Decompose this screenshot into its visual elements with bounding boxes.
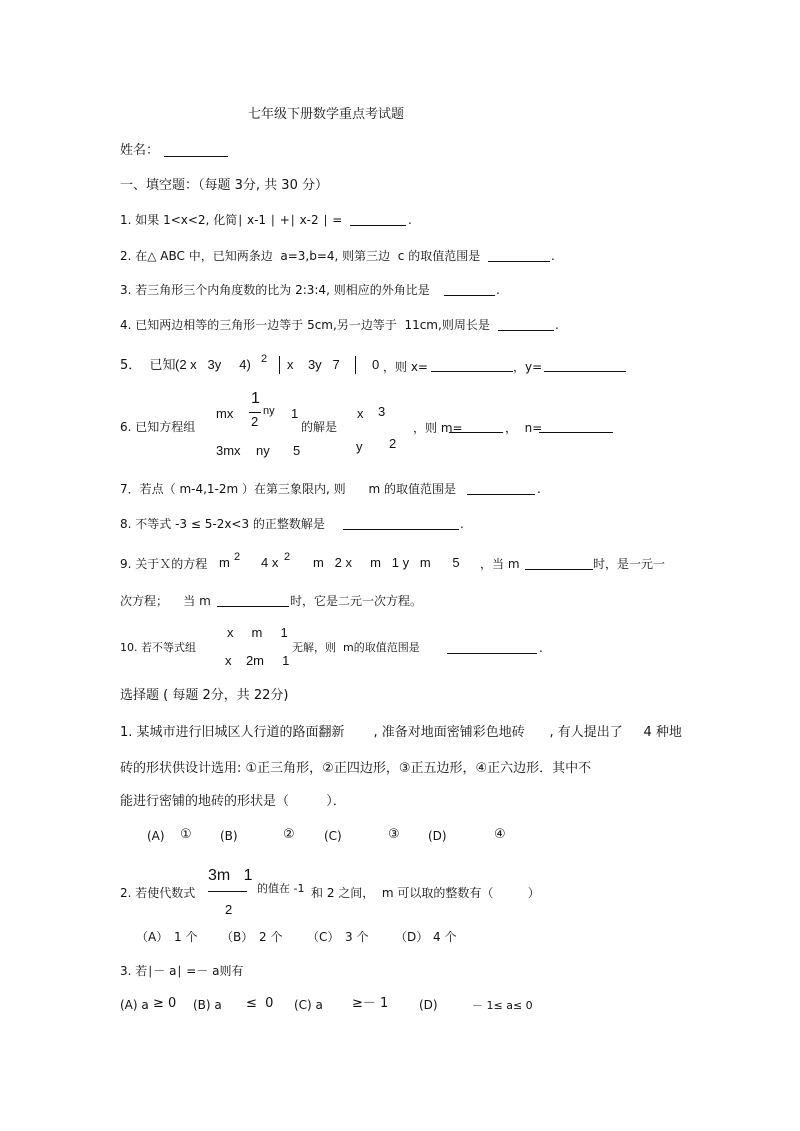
q6-half-bar: [249, 412, 261, 413]
p2-q3-opt-c-label[interactable]: (C) a: [294, 998, 323, 1012]
q6-prefix: 6. 已知方程组: [120, 420, 196, 434]
q5-x-blank[interactable]: [431, 371, 513, 372]
p2-q1-opt-d-label[interactable]: (D): [428, 829, 447, 843]
q4-end: .: [555, 318, 559, 332]
p2-q1-opt-c-value: ③: [388, 827, 400, 842]
q9-4x: 4 x: [261, 555, 279, 570]
p2-q3-opt-b-value: ≤ 0: [246, 996, 274, 1011]
p2-q1-opt-b-value: ②: [283, 827, 295, 842]
q4-blank[interactable]: [498, 330, 554, 331]
name-blank[interactable]: [164, 156, 228, 157]
q9-mid: m 2 x m 1 y m 5: [313, 555, 460, 570]
q10-blank[interactable]: [447, 653, 537, 654]
p2-q1-opt-a-value: ①: [180, 827, 192, 842]
p2-q3-opt-c-value: ≥－ 1: [352, 996, 389, 1011]
q5-abs-left: [279, 356, 280, 374]
p2-q1-line1: 1. 某城市进行旧城区人行道的路面翻新 , 准备对地面密铺彩色地砖 , 有人提出了 4 种地: [120, 725, 682, 740]
q9-sup-b: 2: [284, 551, 291, 563]
p2-q1-line2: 砖的形状供设计选用: ①正三角形，②正四边形，③正五边形，④正六边形．其中不: [120, 761, 592, 776]
q10-mid: 无解，则 m的取值范围是: [292, 641, 420, 654]
q6-half-den: 2: [251, 414, 259, 429]
q9-m: m: [219, 555, 230, 570]
q5-zero: 0: [372, 357, 380, 372]
q1-end: .: [408, 213, 412, 227]
part2-heading: 选择题 ( 每题 2分，共 22分): [120, 688, 289, 703]
p2-q1-line3: 能进行密铺的地砖的形状是（ ）．: [120, 794, 346, 809]
q6-sol-text: 的解是: [301, 420, 338, 434]
q9-prefix: 9. 关于Ｘ的方程: [120, 557, 208, 571]
q6-m-label: ，则 m=: [413, 421, 463, 435]
p2-q3-opt-a-label[interactable]: (A) a: [120, 998, 149, 1012]
q10-top: x m 1: [227, 625, 288, 640]
q9-blank-2[interactable]: [217, 606, 289, 607]
q6-n-blank[interactable]: [539, 432, 613, 433]
q6-one: 1: [291, 406, 299, 421]
q2-end: .: [551, 249, 555, 263]
q6-half-num: 1: [251, 390, 260, 407]
q7-blank[interactable]: [467, 494, 535, 495]
q5-y-blank[interactable]: [544, 371, 626, 372]
q6-ny: ny: [256, 443, 270, 458]
q6-y: y: [356, 439, 363, 454]
q9-line2-b: 时，它是二元一次方程。: [290, 594, 423, 608]
p2-q1-opt-b-label[interactable]: (B): [220, 829, 238, 843]
q2-text: 2. 在△ ABC 中，已知两条边 a=3,b=4, 则第三边 c 的取值范围是: [120, 249, 481, 263]
p2-q2-opt-a-label[interactable]: （A）: [136, 930, 169, 944]
q5-expr1: (2 x 3y 4): [175, 357, 251, 372]
p2-q1-opt-a-label[interactable]: (A): [147, 829, 165, 843]
name-label: 姓名：: [120, 143, 160, 158]
q9-when: ，当 m: [480, 557, 520, 571]
p2-q2-opt-d-value: 4 个: [433, 930, 457, 944]
p2-q2-opt-c-label[interactable]: （C）: [307, 930, 340, 944]
q5-x-label: ，则 x=: [383, 360, 428, 374]
p2-q2-opt-a-value: 1 个: [174, 930, 198, 944]
p2-q3-text: 3. 若∣－ a∣ =－ a则有: [120, 964, 244, 978]
q10-end: .: [539, 641, 543, 655]
q5-abs-right: [355, 356, 356, 374]
p2-q2-frac-bar: [208, 891, 247, 892]
part1-heading: 一、填空题：（每题 3分, 共 30 分）: [120, 178, 328, 193]
q5-y-label: ，y=: [513, 360, 543, 374]
q8-end: .: [460, 517, 464, 531]
q9-sup-a: 2: [234, 551, 241, 563]
q3-text: 3. 若三角形三个内角度数的比为 2:3:4, 则相应的外角比是: [120, 283, 430, 297]
q5-expr2: x 3y 7: [287, 357, 340, 372]
q5-sup: 2: [261, 353, 268, 365]
q1-blank[interactable]: [350, 225, 406, 226]
q9-line2-a: 次方程； 当 m: [120, 594, 211, 608]
p2-q2-den: 2: [225, 902, 233, 917]
p2-q2-prefix: 2. 若使代数式: [120, 886, 196, 900]
p2-q2-opt-c-value: 3 个: [345, 930, 369, 944]
q8-blank[interactable]: [343, 529, 459, 530]
p2-q3-opt-d-value: － 1≤ a≤ 0: [472, 999, 533, 1012]
q10-prefix: 10. 若不等式组: [120, 641, 196, 654]
p2-q2-opt-b-value: 2 个: [259, 930, 283, 944]
p2-q3-opt-b-label[interactable]: (B) a: [193, 998, 222, 1012]
p2-q1-opt-c-label[interactable]: (C): [324, 829, 342, 843]
p2-q1-opt-d-value: ④: [494, 827, 506, 842]
q6-five: 5: [293, 443, 301, 458]
p2-q2-mid: 的值在 -1: [257, 882, 305, 895]
p2-q2-opt-b-label[interactable]: （B）: [221, 930, 254, 944]
q7-end: .: [537, 482, 541, 496]
q6-x: x: [357, 406, 364, 421]
q2-blank[interactable]: [488, 261, 550, 262]
q6-mx: mx: [216, 406, 234, 421]
p2-q3-opt-d-label[interactable]: (D): [419, 998, 438, 1012]
p2-q2-opt-d-label[interactable]: （D）: [395, 930, 429, 944]
q4-text: 4. 已知两边相等的三角形一边等于 5cm,另一边等于 11cm,则周长是: [120, 318, 490, 332]
q8-text: 8. 不等式 -3 ≤ 5-2x<3 的正整数解是: [120, 517, 325, 531]
p2-q2-tail: 和 2 之间， m 可以取的整数有（ ）: [311, 886, 540, 900]
q6-two: 2: [389, 436, 397, 451]
q3-blank[interactable]: [444, 295, 495, 296]
q6-three: 3: [378, 404, 386, 419]
p2-q2-num: 3m 1: [208, 867, 253, 884]
page-title: 七年级下册数学重点考试题: [248, 107, 405, 122]
q7-text: 7．若点（ m-4,1-2m ）在第三象限内, 则 m 的取值范围是: [120, 482, 457, 496]
q10-bottom: x 2m 1: [225, 653, 290, 668]
q9-tail: 时，是一元一: [593, 557, 666, 571]
q5-prefix: 5． 已知: [120, 358, 176, 373]
p2-q3-opt-a-value: ≥ 0: [153, 996, 177, 1011]
q6-ny-top: ny: [263, 405, 275, 417]
q9-blank-1[interactable]: [525, 569, 593, 570]
q6-m-blank[interactable]: [449, 432, 503, 433]
q6-3mx: 3mx: [216, 443, 241, 458]
q1-text: 1. 如果 1<x<2, 化简∣ x-1 ∣ +∣ x-2 ∣ =: [120, 213, 343, 227]
q6-n-label: ， n=: [505, 421, 543, 435]
q3-end: .: [496, 283, 500, 297]
